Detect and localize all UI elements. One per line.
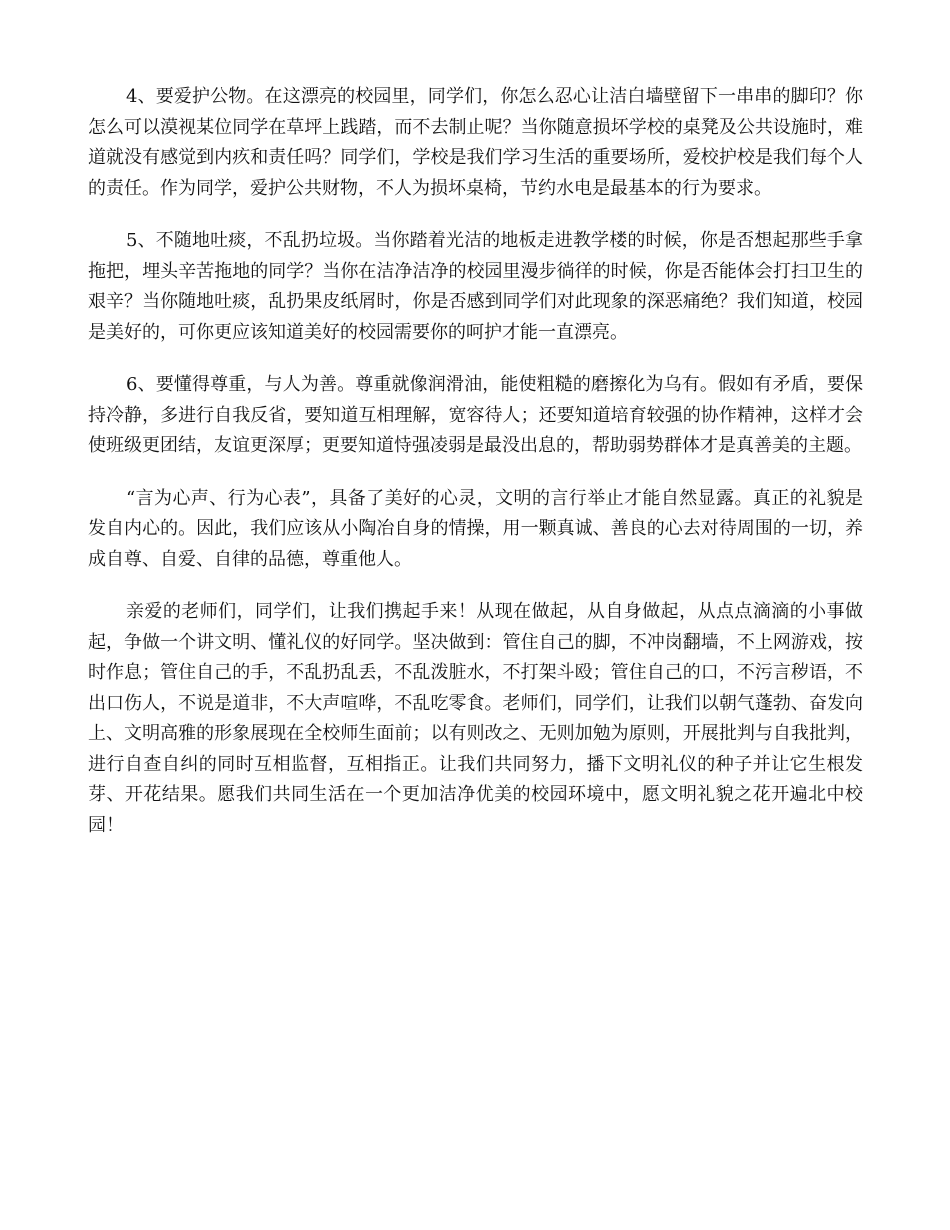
paragraph-6-respect-others: 6、要懂得尊重，与人为善。尊重就像润滑油，能使粗糙的磨擦化为乌有。假如有矛盾，要保持冷静，多进行自我反省，要知道互相理解，宽容待人；还要知道培育较强的协作精神，这样才会使班级更团结，友谊更深厚；更要知道恃强凌弱是最没出息的，帮助弱势群体才是真善美的主题。 <box>88 374 863 456</box>
document-body <box>88 82 863 863</box>
paragraph-call-to-action: 亲爱的老师们，同学们，让我们携起手来！从现在做起，从自身做起，从点点滴滴的小事做起，争做一个讲文明、懂礼仪的好同学。坚决做到：管住自己的脚，不冲岗翻墙，不上网游戏，按时作息；管住自己的手，不乱扔乱丢，不乱泼脏水，不打架斗殴；管住自己的口，不污言秽语，不出口伤人，不说是道非，不大声喧哗，不乱吃零食。老师们，同学们，让我们以朝气蓬勃、奋发向上、文明高雅的形象展现在全校师生面前；以有则改之、无则加勉为原则，开展批判与自我批判，进行自查自纠的同时互相监督，互相指正。让我们共同努力，播下文明礼仪的种子并让它生根发芽、开花结果。愿我们共同生活在一个更加洁净优美的校园环境中，愿文明礼貌之花开遍北中校园！ <box>88 601 863 836</box>
paragraph-4-protect-property: 4、要爱护公物。在这漂亮的校园里，同学们，你怎么忍心让洁白墙壁留下一串串的脚印？你怎么可以漠视某位同学在草坪上践踏，而不去制止呢？当你随意损坏学校的桌凳及公共设施时，难道就没有感觉到内疚和责任吗？同学们，学校是我们学习生活的重要场所，爱校护校是我们每个人的责任。作为同学，爱护公共财物，不人为损坏桌椅，节约水电是最基本的行为要求。 <box>88 86 863 199</box>
paragraph-words-and-deeds: “言为心声、行为心表”，具备了美好的心灵，文明的言行举止才能自然显露。真正的礼貌是发自内心的。因此，我们应该从小陶冶自身的情操，用一颗真诚、善良的心去对待周围的一切，养成自尊、自爱、自律的品德，尊重他人。 <box>88 487 863 570</box>
paragraph-5-no-littering: 5、不随地吐痰，不乱扔垃圾。当你踏着光洁的地板走进教学楼的时候，你是否想起那些手拿拖把，埋头辛苦拖地的同学？当你在洁净洁净的校园里漫步徜徉的时候，你是否能体会打扫卫生的艰辛？当你随地吐痰，乱扔果皮纸屑时，你是否感到同学们对此现象的深恶痛绝？我们知道，校园是美好的，可你更应该知道美好的校园需要你的呵护才能一直漂亮。 <box>88 230 863 343</box>
